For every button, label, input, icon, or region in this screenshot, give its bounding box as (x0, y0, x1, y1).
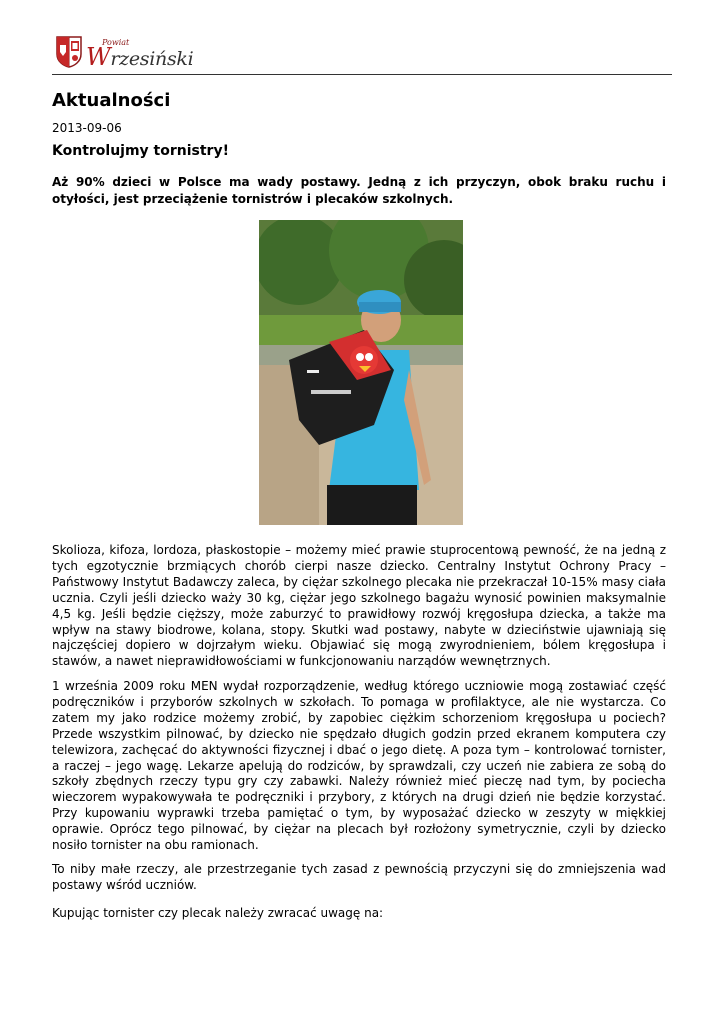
header-divider (52, 74, 672, 75)
section-title: Aktualności (52, 90, 171, 111)
page-header (52, 34, 672, 76)
coat-of-arms-icon (56, 36, 82, 68)
article-paragraph: To niby małe rzeczy, ale przestrzeganie tych zasad z pewnością przyczyni się do zmniejszenia wad postawy wśród uczniów. (52, 862, 666, 892)
child-with-backpack-photo (259, 220, 463, 525)
article-paragraph: Kupując tornister czy plecak należy zwracać uwagę na: (52, 906, 384, 920)
powiat-wrzesinski-logo[interactable] (56, 36, 194, 71)
article-title: Kontrolujmy tornistry! (52, 143, 229, 159)
article-date: 2013-09-06 (52, 121, 122, 135)
logo-small-text: Powiat (102, 38, 130, 47)
article-lead: Aż 90% dzieci w Polsce ma wady postawy. Jedną z ich przyczyn, obok braku ruchu i otyłości, jest przeciążenie tornistrów i plecaków szkolnych. (52, 175, 666, 206)
article-paragraph: Skolioza, kifoza, lordoza, płaskostopie – możemy mieć prawie stuprocentową pewność, że na jedną z tych egzotycznie brzmiących chorób cierpi nasze dziecko. Centralny Instytut Ochrony Pracy – Państwowy Instytut Badawczy zaleca, by ciężar szkolnego plecaka nie przekraczał 10-15% masy ciała ucznia. Czyli jeśli dziecko waży 30 kg, ciężar jego szkolnego bagażu wynosić powinien maksymalnie 4,5 kg. Jeśli będzie cięższy, może zaburzyć to prawidłowy rozwój kręgosłupa dziecka, a także ma wpływ na stawy biodrowe, kolana, stopy. Skutki wad postawy, nabyte w dzieciństwie ujawniają się najczęściej dopiero w dojrzałym wieku. Objawiać się mogą zwyrodnieniem, bólem kręgosłupa i stawów, a nawet nieprawidłowościami w funkcjonowaniu narządów wewnętrznych. (52, 543, 666, 669)
logo-main-text: Wrzesiński (86, 43, 194, 71)
article-paragraph: 1 września 2009 roku MEN wydał rozporządzenie, według którego uczniowie mogą zostawiać część podręczników i przyborów szkolnych w szkołach. To pomaga w profilaktyce, ale nie wystarcza. Co zatem my jako rodzice możemy zrobić, by zapobiec ciężkim schorzeniom kręgosłupa u pociech? Przede wszystkim pilnować, by dziecko nie spędzało długich godzin przed ekranem komputera czy telewizora, zachęcać do aktywności fizycznej i dbać o jego dietę. A poza tym – kontrolować tornister, a raczej – jego wagę. Lekarze apelują do rodziców, by sprawdzali, czy uczeń nie zabiera ze sobą do szkoły zbędnych rzeczy typu gry czy zabawki. Należy również mieć pieczę nad tym, by pociecha wieczorem wypakowywała te podręczniki i przybory, z których na drugi dzień nie będzie korzystać. Przy kupowaniu wyprawki trzeba pamiętać o tym, by wyposażać dziecko w zeszyty w miękkiej oprawie. Oprócz tego pilnować, by ciężar na plecach był rozłożony symetrycznie, czyli by dziecko nosiło tornister na obu ramionach. (52, 679, 666, 853)
